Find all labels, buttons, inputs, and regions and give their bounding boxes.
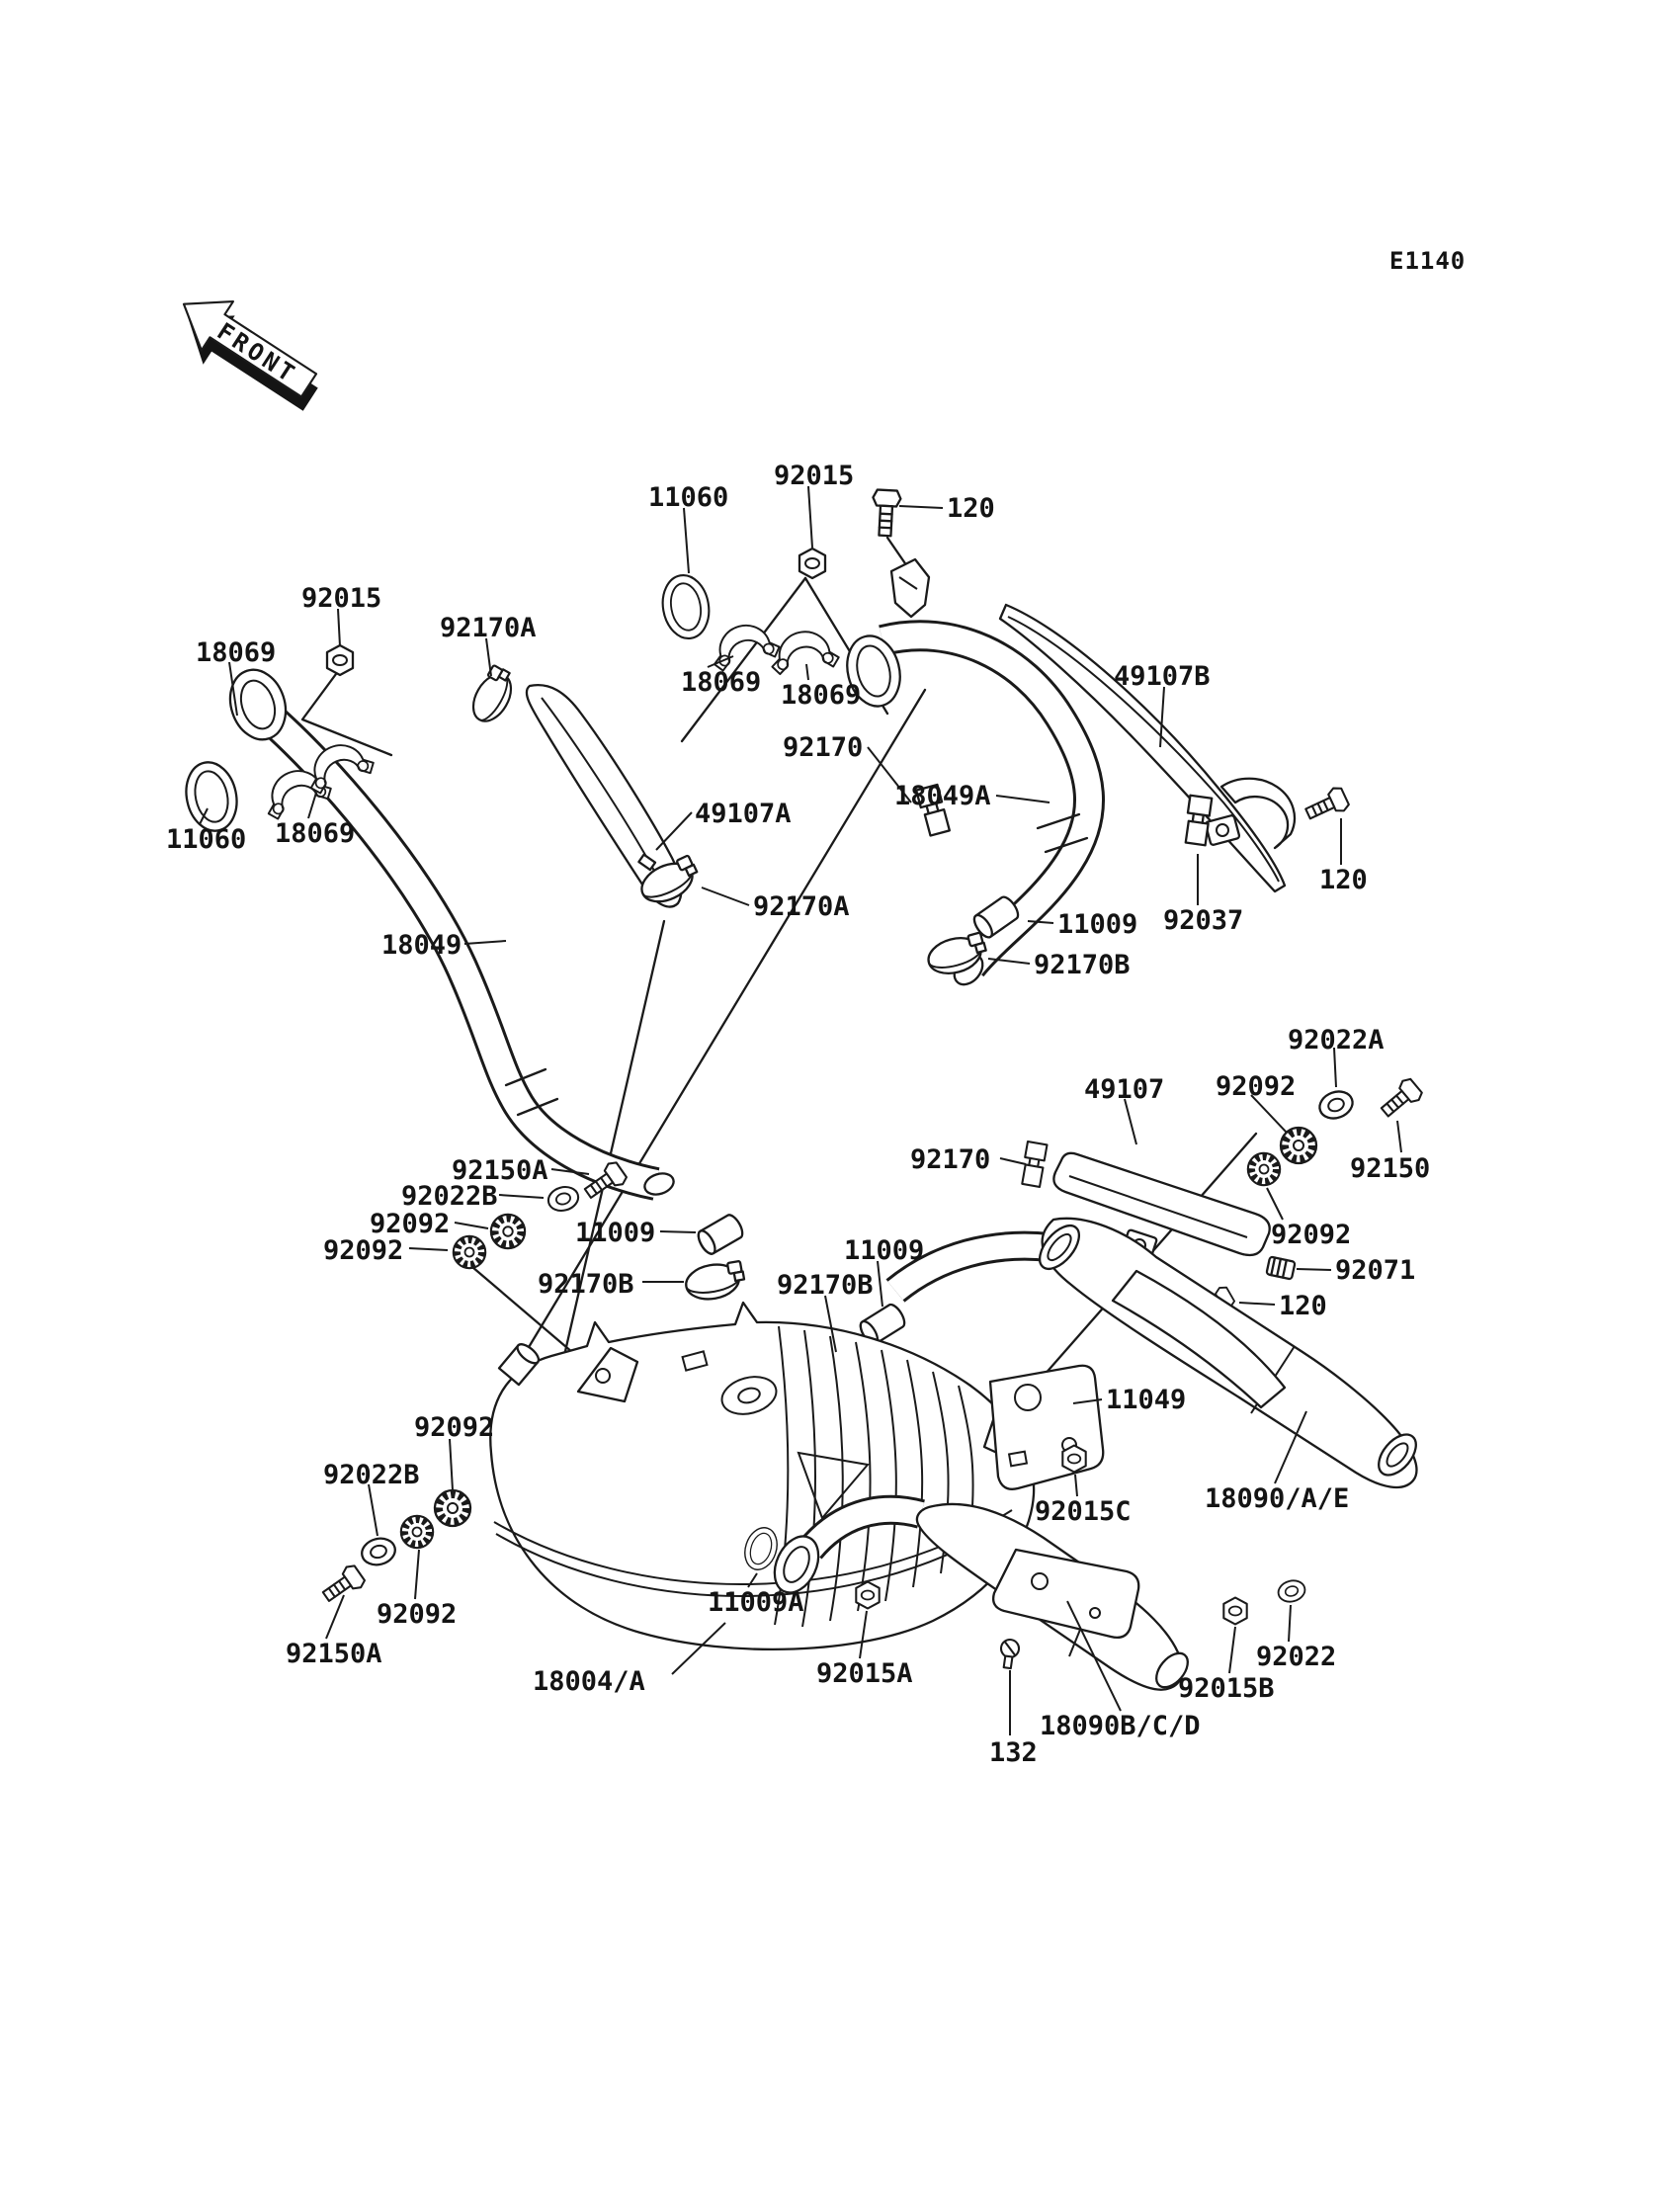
part-label-11009: 11009 <box>844 1235 925 1266</box>
part-label-18090b-c-d: 18090B/C/D <box>1040 1711 1201 1741</box>
part-label-92150a: 92150A <box>286 1639 382 1669</box>
part-label-132: 132 <box>989 1737 1038 1768</box>
part-label-49107a: 49107A <box>695 799 792 829</box>
part-label-92092: 92092 <box>377 1599 458 1630</box>
part-label-92170b: 92170B <box>777 1270 874 1301</box>
part-label-92071: 92071 <box>1335 1255 1416 1286</box>
part-label-92150: 92150 <box>1350 1153 1431 1184</box>
leader-line <box>450 1439 453 1490</box>
leader-line <box>1289 1605 1291 1642</box>
leader-line <box>499 1195 544 1198</box>
leader-line <box>878 1261 882 1307</box>
leader-line <box>486 638 491 676</box>
leader-line <box>996 796 1050 803</box>
part-label-11060: 11060 <box>166 824 247 855</box>
part-label-11009a: 11009A <box>708 1587 804 1618</box>
muffler-body-18004 <box>490 1303 1069 1649</box>
part-label-18069: 18069 <box>196 637 277 668</box>
page-code: E1140 <box>1389 247 1467 275</box>
part-label-11009: 11009 <box>575 1218 656 1248</box>
leader-line <box>1334 1048 1336 1087</box>
bracket-11049 <box>990 1366 1103 1489</box>
part-label-92022a: 92022A <box>1288 1025 1385 1056</box>
part-label-92015: 92015 <box>774 461 855 491</box>
part-label-120: 120 <box>1279 1291 1327 1321</box>
part-label-18069: 18069 <box>781 680 862 711</box>
part-label-18069: 18069 <box>681 667 762 698</box>
part-label-92170a: 92170A <box>440 613 537 643</box>
flange-hardware-top <box>180 489 1350 978</box>
leader-line <box>415 1550 419 1599</box>
part-label-18049a: 18049A <box>894 781 991 811</box>
leader-line <box>1297 1269 1331 1270</box>
part-label-92015b: 92015B <box>1178 1673 1275 1704</box>
mount-cluster-bottom-left <box>319 1490 470 1607</box>
leader-line <box>308 793 316 818</box>
part-label-92015c: 92015C <box>1035 1496 1132 1527</box>
header-pipe-18049a <box>840 559 1089 990</box>
leader-line <box>808 486 812 548</box>
part-label-92170a: 92170A <box>753 891 850 922</box>
leader-line <box>1251 1095 1287 1133</box>
part-label-92022: 92022 <box>1256 1642 1337 1672</box>
part-label-120: 120 <box>1319 865 1368 895</box>
leader-line <box>702 887 749 905</box>
leader-line <box>369 1484 378 1536</box>
leader-line <box>455 1223 488 1228</box>
leader-line <box>684 508 689 573</box>
leader-line <box>1075 1475 1077 1496</box>
leader-line <box>806 664 808 680</box>
leader-line <box>1125 1099 1136 1144</box>
part-label-92150a: 92150A <box>452 1155 548 1186</box>
part-label-18090-a-e: 18090/A/E <box>1205 1483 1350 1514</box>
part-label-92170b: 92170B <box>1034 950 1131 980</box>
part-label-92022b: 92022B <box>323 1460 420 1490</box>
leader-line <box>660 1231 696 1232</box>
part-label-92092: 92092 <box>1271 1220 1352 1250</box>
part-label-11060: 11060 <box>648 482 729 513</box>
leader-line <box>1000 1158 1026 1164</box>
part-label-92092: 92092 <box>323 1235 404 1266</box>
leader-line <box>1239 1303 1275 1305</box>
part-label-92092: 92092 <box>1216 1071 1297 1102</box>
leader-line <box>338 609 340 646</box>
part-label-92170: 92170 <box>783 732 864 763</box>
part-label-11049: 11049 <box>1106 1385 1187 1415</box>
part-label-120: 120 <box>947 493 995 524</box>
leader-line <box>409 1248 448 1250</box>
heat-shield-49107b <box>1000 605 1295 891</box>
part-label-92015: 92015 <box>301 583 382 614</box>
leader-line <box>899 506 943 508</box>
part-label-11009: 11009 <box>1057 909 1138 940</box>
leader-line <box>1267 1188 1283 1220</box>
leader-line <box>1229 1627 1235 1673</box>
part-label-18069: 18069 <box>275 818 356 849</box>
leader-line <box>464 941 506 944</box>
part-label-92037: 92037 <box>1163 905 1244 936</box>
front-arrow-label: FRONT <box>211 317 302 389</box>
part-label-92092: 92092 <box>414 1412 495 1443</box>
header-pipe-18049 <box>221 662 676 1198</box>
part-label-92170: 92170 <box>910 1144 991 1175</box>
leader-line <box>656 812 692 850</box>
front-arrow <box>162 280 332 424</box>
part-label-49107: 49107 <box>1084 1074 1165 1105</box>
part-label-92015a: 92015A <box>816 1658 913 1689</box>
part-label-18049: 18049 <box>381 930 462 961</box>
part-label-92092: 92092 <box>370 1209 451 1239</box>
part-label-49107b: 49107B <box>1114 661 1211 692</box>
part-label-18004-a: 18004/A <box>533 1666 645 1697</box>
part-label-92022b: 92022B <box>401 1181 498 1212</box>
leader-line <box>1397 1121 1401 1152</box>
part-label-92170b: 92170B <box>538 1269 634 1300</box>
